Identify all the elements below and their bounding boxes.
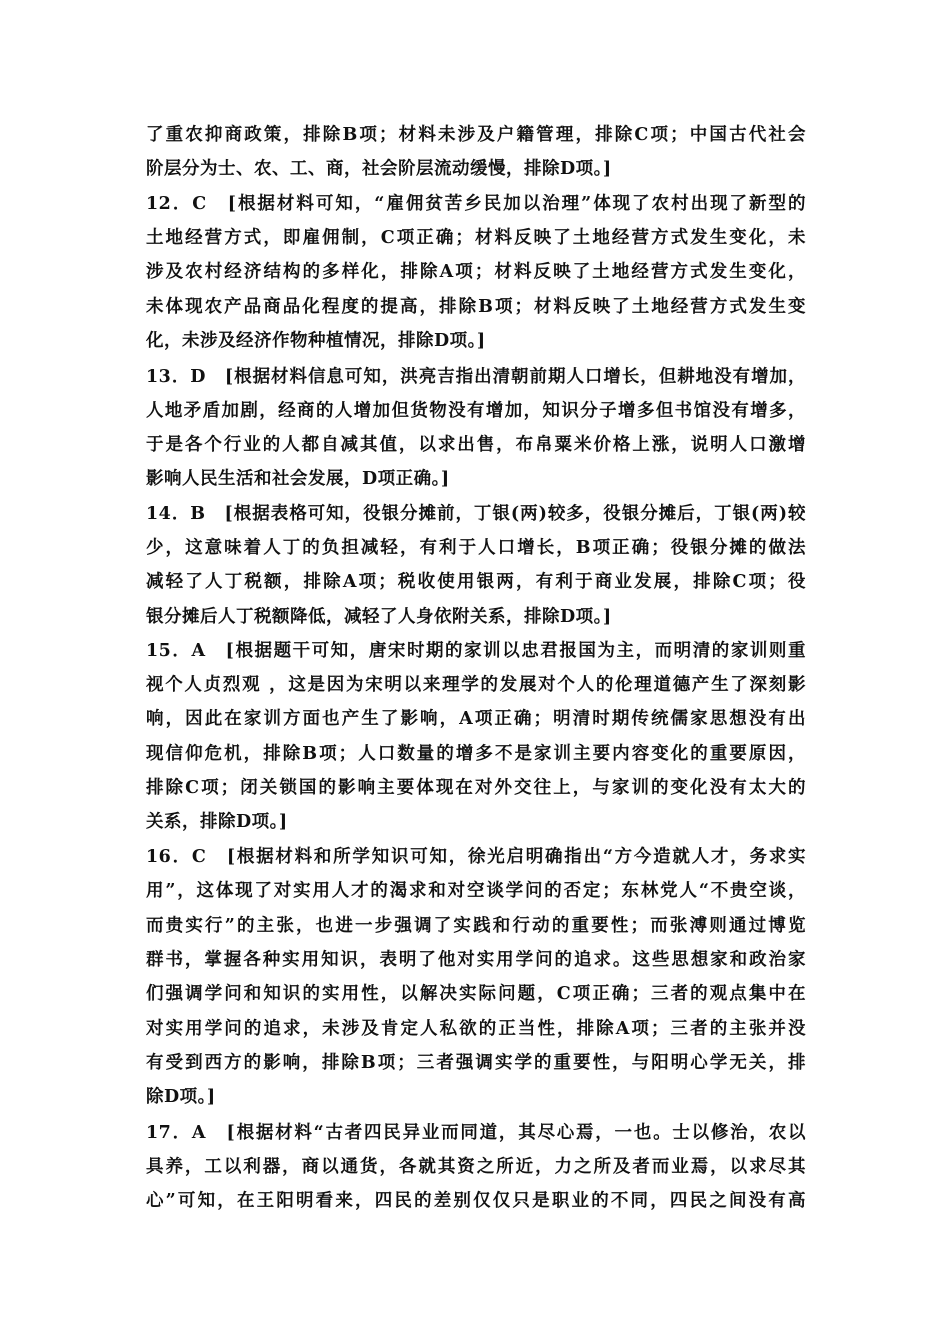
text-line: 于是各个行业的人都自减其值，以求出售，布帛粟米价格上涨，说明人口激增 xyxy=(146,435,806,455)
text-line: 17．A [根据材料“古者四民异业而同道，其尽心焉，一也。士以修治，农以 xyxy=(146,1123,806,1143)
text-line: 银分摊后人丁税额降低，减轻了人身依附关系，排除D项。] xyxy=(146,607,612,627)
text-line: 而贵实行”的主张，也进一步强调了实践和行动的重要性；而张溥则通过博览 xyxy=(146,916,806,936)
text-line: 现信仰危机，排除B项；人口数量的增多不是家训主要内容变化的重要原因， xyxy=(146,744,806,764)
text-line: 响，因此在家训方面也产生了影响，A项正确；明清时期传统儒家思想没有出 xyxy=(146,709,806,729)
text-line: 涉及农村经济结构的多样化，排除A项；材料反映了土地经营方式发生变化， xyxy=(146,262,806,282)
text-line: 阶层分为士、农、工、商，社会阶层流动缓慢，排除D项。] xyxy=(146,159,612,179)
text-line: 化，未涉及经济作物种植情况，排除D项。] xyxy=(146,331,486,351)
text-line: 少，这意味着人丁的负担减轻，有利于人口增长，B项正确；役银分摊的做法 xyxy=(146,538,806,558)
text-line: 16．C [根据材料和所学知识可知，徐光启明确指出“方今造就人才，务求实 xyxy=(146,847,806,867)
text-line: 心”可知，在王阳明看来，四民的差别仅仅只是职业的不同，四民之间没有高 xyxy=(146,1191,806,1211)
text-line: 14．B [根据表格可知，役银分摊前，丁银(两)较多，役银分摊后，丁银(两)较 xyxy=(146,504,806,524)
text-line: 人地矛盾加剧，经商的人增加但货物没有增加，知识分子增多但书馆没有增多， xyxy=(146,401,806,421)
text-line: 12．C [根据材料可知，“雇佣贫苦乡民加以治理”体现了农村出现了新型的 xyxy=(146,194,806,214)
text-line: 用”，这体现了对实用人才的渴求和对空谈学问的否定；东林党人“不贵空谈， xyxy=(146,881,806,901)
text-line: 15．A [根据题干可知，唐宋时期的家训以忠君报国为主，而明清的家训则重 xyxy=(146,641,806,661)
text-line: 关系，排除D项。] xyxy=(146,812,288,832)
text-line: 了重农抑商政策，排除B项；材料未涉及户籍管理，排除C项；中国古代社会 xyxy=(146,125,806,145)
text-line: 排除C项；闭关锁国的影响主要体现在对外交往上，与家训的变化没有太大的 xyxy=(146,778,806,798)
text-line: 土地经营方式，即雇佣制，C项正确；材料反映了土地经营方式发生变化，未 xyxy=(146,228,806,248)
text-line: 视个人贞烈观 ，这是因为宋明以来理学的发展对个人的伦理道德产生了深刻影 xyxy=(146,675,806,695)
text-line: 未体现农产品商品化程度的提高，排除B项；材料反映了土地经营方式发生变 xyxy=(146,297,806,317)
text-line: 13．D [根据材料信息可知，洪亮吉指出清朝前期人口增长，但耕地没有增加， xyxy=(146,367,806,387)
text-line: 减轻了人丁税额，排除A项；税收使用银两，有利于商业发展，排除C项；役 xyxy=(146,572,806,592)
text-line: 除D项。] xyxy=(146,1087,216,1107)
text-line: 影响人民生活和社会发展，D项正确。] xyxy=(146,469,450,489)
text-line: 对实用学问的追求，未涉及肯定人私欲的正当性，排除A项；三者的主张并没 xyxy=(146,1019,806,1039)
text-line: 群书，掌握各种实用知识，表明了他对实用学问的追求。这些思想家和政治家 xyxy=(146,950,806,970)
text-line: 有受到西方的影响，排除B项；三者强调实学的重要性，与阳明心学无关，排 xyxy=(146,1053,806,1073)
text-line: 们强调学问和知识的实用性，以解决实际问题，C项正确；三者的观点集中在 xyxy=(146,984,806,1004)
text-line: 具养，工以利器，商以通货，各就其资之所近，力之所及者而业焉，以求尽其 xyxy=(146,1157,806,1177)
